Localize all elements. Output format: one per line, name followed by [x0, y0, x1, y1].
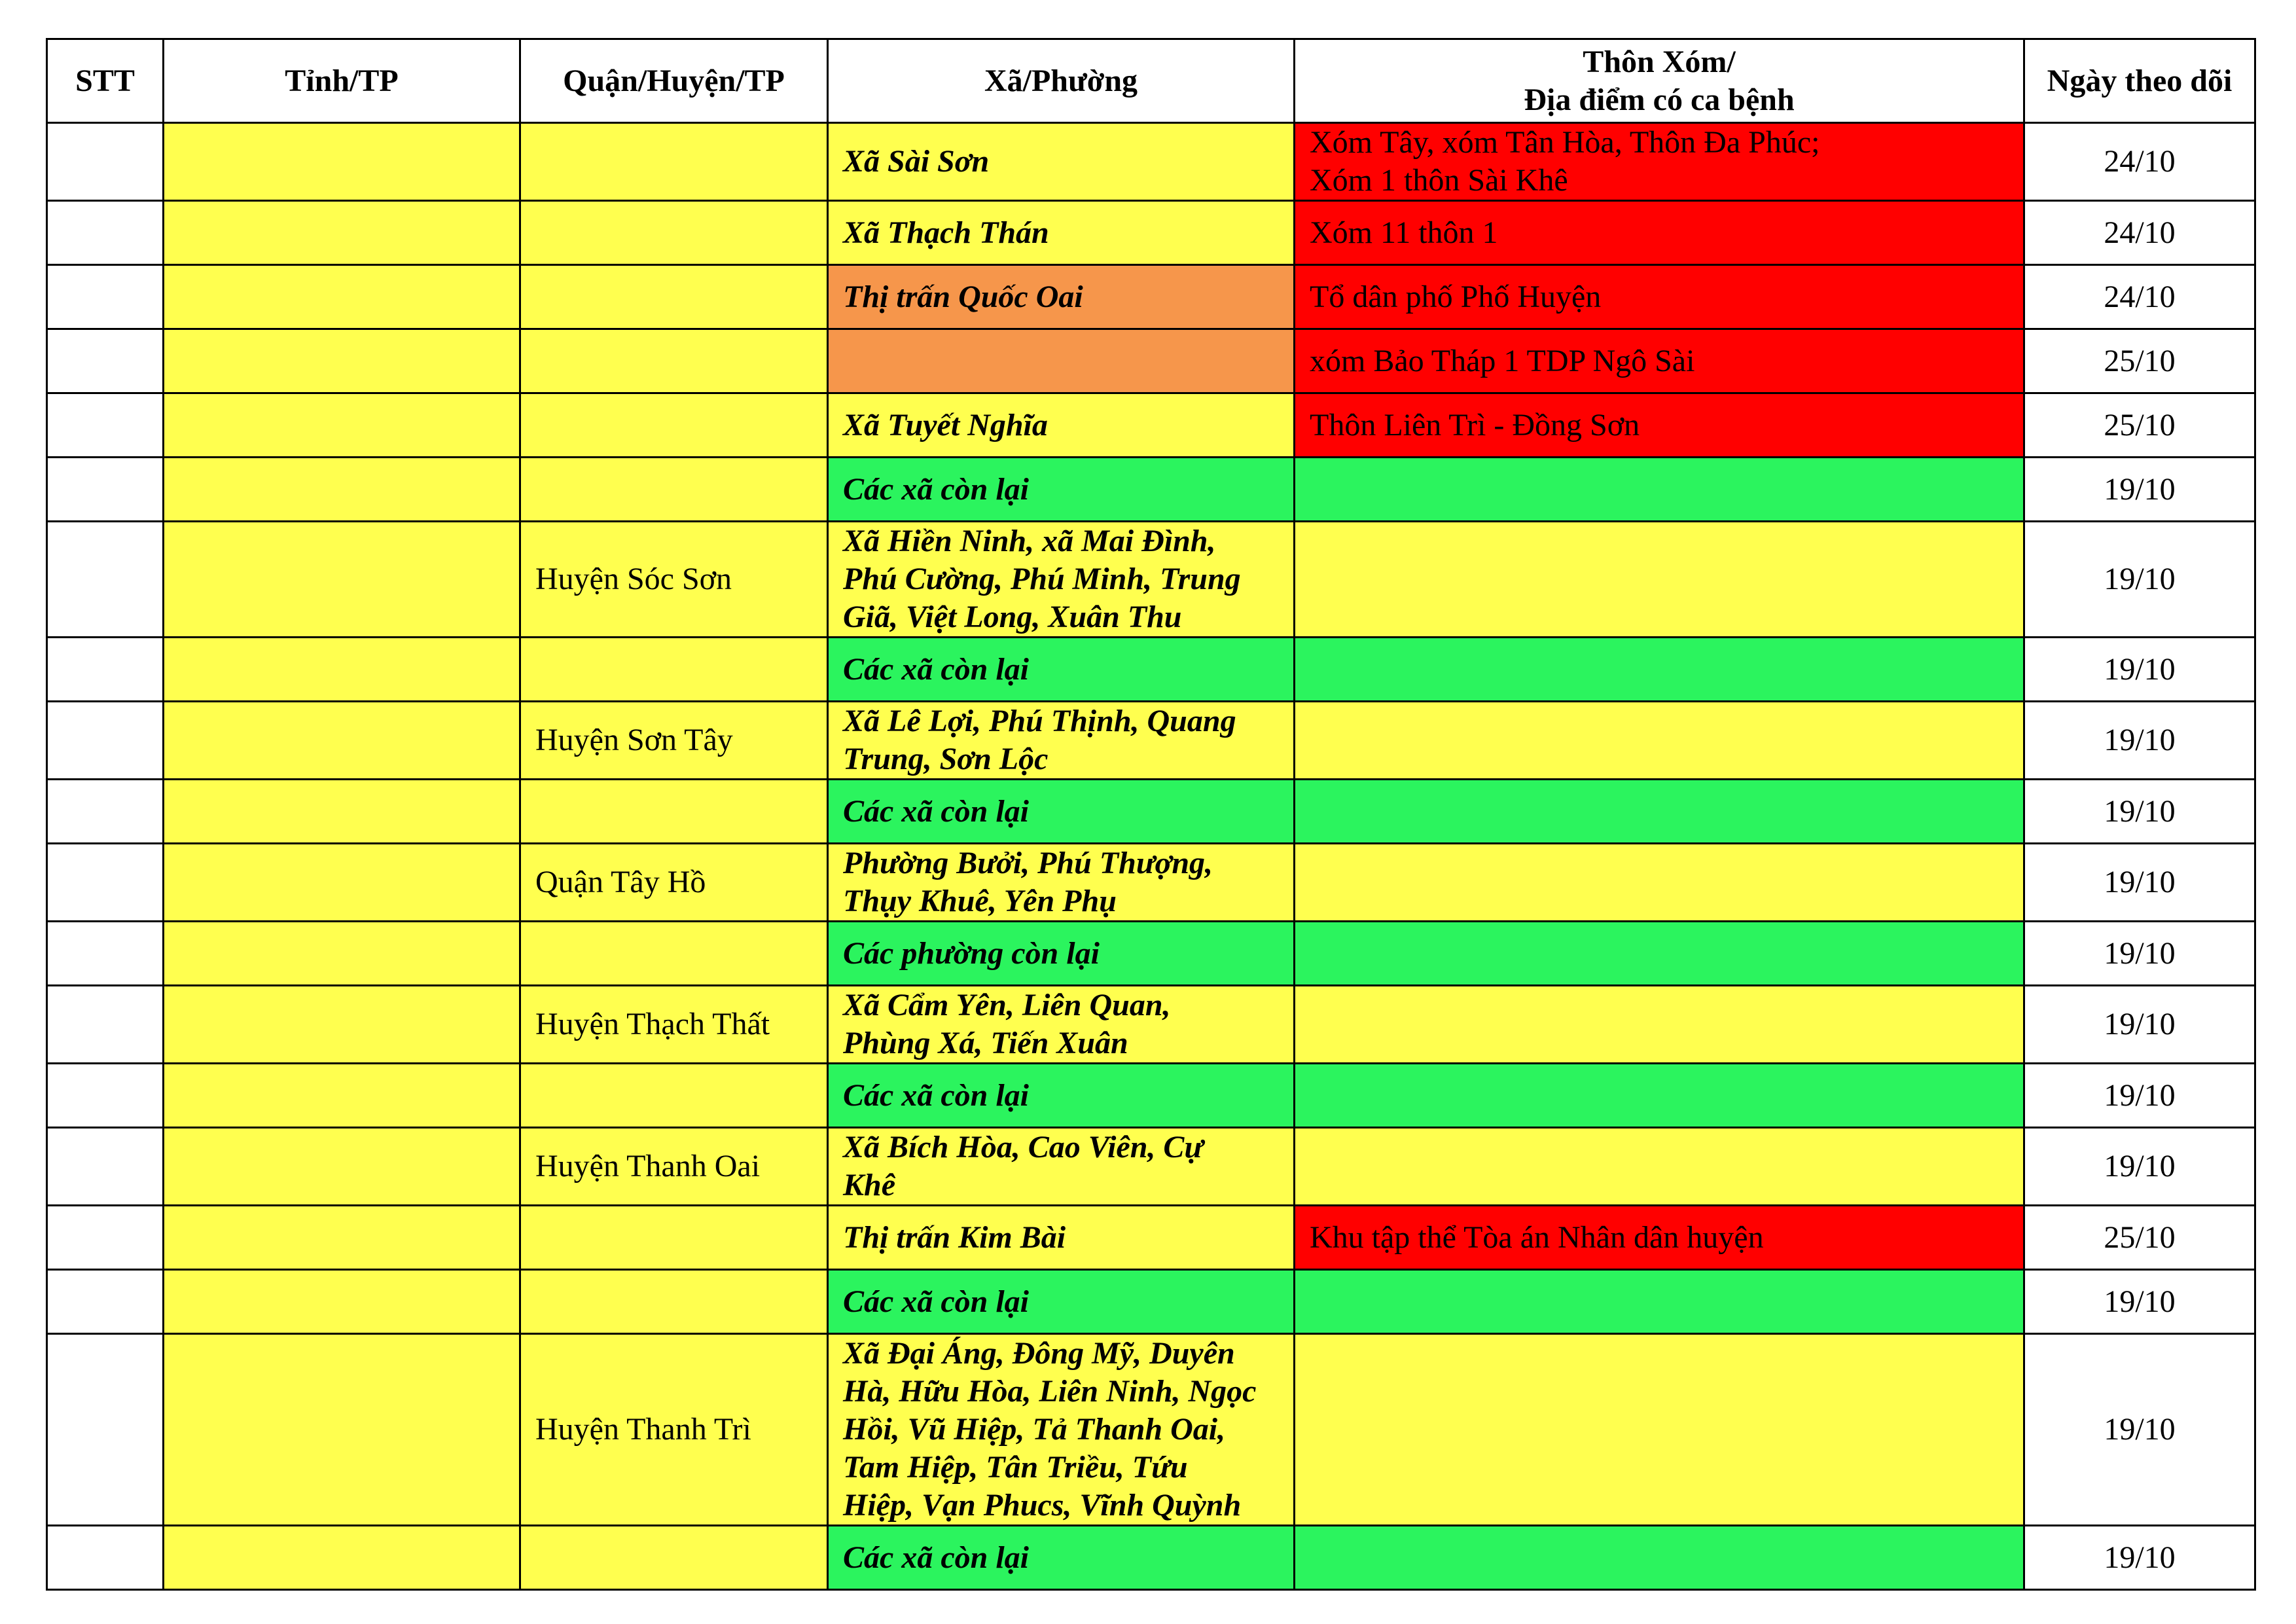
cell-location: [1295, 1334, 2024, 1526]
cell-date: 24/10: [2024, 265, 2255, 329]
cell-district: [520, 393, 828, 458]
cell-district: [520, 329, 828, 393]
cell-stt: [47, 329, 164, 393]
cell-stt: [47, 1270, 164, 1334]
cell-district: [520, 780, 828, 844]
cell-province: [164, 638, 520, 702]
cell-district: [520, 1526, 828, 1590]
cell-province: [164, 1526, 520, 1590]
cell-province: [164, 844, 520, 922]
cell-commune: Các xã còn lại: [828, 1270, 1295, 1334]
cell-province: [164, 265, 520, 329]
cell-district: Huyện Thanh Oai: [520, 1128, 828, 1206]
cell-location: [1295, 780, 2024, 844]
cell-province: [164, 123, 520, 201]
cell-district: Quận Tây Hồ: [520, 844, 828, 922]
table-row: [47, 922, 2255, 986]
cell-district: Huyện Sóc Sơn: [520, 522, 828, 638]
table-row: [47, 844, 2255, 922]
cell-stt: [47, 522, 164, 638]
cell-stt: [47, 638, 164, 702]
table-row: [47, 329, 2255, 393]
cell-district: Huyện Thanh Trì: [520, 1334, 828, 1526]
cell-location: [1295, 1128, 2024, 1206]
cell-date: 19/10: [2024, 638, 2255, 702]
table-row: [47, 458, 2255, 522]
cell-date: 19/10: [2024, 1270, 2255, 1334]
cell-location: [1295, 458, 2024, 522]
cell-stt: [47, 1064, 164, 1128]
table-row: [47, 522, 2255, 638]
cell-commune: Phường Bưởi, Phú Thượng, Thụy Khuê, Yên Phụ: [828, 844, 1295, 922]
table-row: [47, 393, 2255, 458]
cell-stt: [47, 123, 164, 201]
table-row: [47, 201, 2255, 265]
cell-location: Tổ dân phố Phố Huyện: [1295, 265, 2024, 329]
table-row: [47, 265, 2255, 329]
cell-location: Xóm 11 thôn 1: [1295, 201, 2024, 265]
cell-date: 19/10: [2024, 986, 2255, 1064]
header-district: Quận/Huyện/TP: [520, 39, 828, 123]
outbreak-table: [46, 38, 2256, 1591]
cell-district: Huyện Sơn Tây: [520, 702, 828, 780]
cell-commune: Xã Sài Sơn: [828, 123, 1295, 201]
cell-province: [164, 986, 520, 1064]
cell-location: [1295, 922, 2024, 986]
cell-district: [520, 265, 828, 329]
cell-date: 19/10: [2024, 458, 2255, 522]
cell-location: [1295, 1526, 2024, 1590]
cell-stt: [47, 458, 164, 522]
cell-commune: Xã Thạch Thán: [828, 201, 1295, 265]
cell-commune: Các xã còn lại: [828, 638, 1295, 702]
cell-commune: Thị trấn Quốc Oai: [828, 265, 1295, 329]
cell-province: [164, 702, 520, 780]
cell-province: [164, 329, 520, 393]
cell-commune: Các phường còn lại: [828, 922, 1295, 986]
cell-stt: [47, 1206, 164, 1270]
header-stt: STT: [47, 39, 164, 123]
cell-stt: [47, 844, 164, 922]
cell-location: [1295, 986, 2024, 1064]
cell-district: [520, 123, 828, 201]
cell-district: [520, 1206, 828, 1270]
cell-stt: [47, 393, 164, 458]
cell-district: [520, 458, 828, 522]
cell-date: 19/10: [2024, 780, 2255, 844]
cell-province: [164, 780, 520, 844]
cell-location: [1295, 1270, 2024, 1334]
cell-date: 19/10: [2024, 522, 2255, 638]
cell-province: [164, 201, 520, 265]
cell-date: 24/10: [2024, 201, 2255, 265]
cell-stt: [47, 1128, 164, 1206]
cell-district: [520, 201, 828, 265]
cell-stt: [47, 986, 164, 1064]
cell-date: 25/10: [2024, 329, 2255, 393]
header-location-line1: Thôn Xóm/: [1583, 44, 1736, 79]
cell-district: [520, 1270, 828, 1334]
cell-date: 19/10: [2024, 1128, 2255, 1206]
cell-province: [164, 1334, 520, 1526]
cell-date: 25/10: [2024, 393, 2255, 458]
table-row: [47, 702, 2255, 780]
table-row: [47, 1064, 2255, 1128]
header-date: Ngày theo dõi: [2024, 39, 2255, 123]
table-row: [47, 986, 2255, 1064]
cell-location: Khu tập thể Tòa án Nhân dân huyện: [1295, 1206, 2024, 1270]
header-row: [47, 39, 2255, 123]
cell-date: 25/10: [2024, 1206, 2255, 1270]
table-row: [47, 638, 2255, 702]
cell-stt: [47, 1526, 164, 1590]
cell-province: [164, 1206, 520, 1270]
cell-location: [1295, 522, 2024, 638]
cell-commune: [828, 329, 1295, 393]
table-row: [47, 1526, 2255, 1590]
cell-district: [520, 922, 828, 986]
table-body: [47, 123, 2255, 1590]
header-location-line2: Địa điểm có ca bệnh: [1524, 82, 1795, 117]
cell-date: 19/10: [2024, 844, 2255, 922]
cell-location: Thôn Liên Trì - Đồng Sơn: [1295, 393, 2024, 458]
cell-commune: Các xã còn lại: [828, 780, 1295, 844]
header-commune: Xã/Phường: [828, 39, 1295, 123]
header-location: [1295, 39, 2024, 123]
cell-province: [164, 922, 520, 986]
cell-stt: [47, 265, 164, 329]
table-row: [47, 1334, 2255, 1526]
cell-district: [520, 1064, 828, 1128]
cell-stt: [47, 201, 164, 265]
cell-location: xóm Bảo Tháp 1 TDP Ngô Sài: [1295, 329, 2024, 393]
cell-commune: Xã Bích Hòa, Cao Viên, Cự Khê: [828, 1128, 1295, 1206]
cell-date: 24/10: [2024, 123, 2255, 201]
cell-province: [164, 1270, 520, 1334]
cell-stt: [47, 922, 164, 986]
cell-province: [164, 393, 520, 458]
cell-location: [1295, 1064, 2024, 1128]
cell-date: 19/10: [2024, 922, 2255, 986]
cell-district: [520, 638, 828, 702]
table-row: [47, 123, 2255, 201]
cell-location: [1295, 844, 2024, 922]
header-province: Tỉnh/TP: [164, 39, 520, 123]
table-row: [47, 1206, 2255, 1270]
cell-stt: [47, 1334, 164, 1526]
cell-province: [164, 1128, 520, 1206]
table-row: [47, 780, 2255, 844]
cell-commune: Xã Lê Lợi, Phú Thịnh, Quang Trung, Sơn Lộc: [828, 702, 1295, 780]
cell-location: [1295, 702, 2024, 780]
cell-location: [1295, 638, 2024, 702]
cell-commune: Xã Đại Áng, Đông Mỹ, Duyên Hà, Hữu Hòa, Liên Ninh, Ngọc Hồi, Vũ Hiệp, Tả Thanh Oai, Tam Hiệp, Tân Triều, Tứu Hiệp, Vạn Phucs, Vĩnh Quỳnh: [828, 1334, 1295, 1526]
cell-commune: Các xã còn lại: [828, 458, 1295, 522]
cell-province: [164, 522, 520, 638]
cell-date: 19/10: [2024, 1334, 2255, 1526]
cell-commune: Xã Cẩm Yên, Liên Quan, Phùng Xá, Tiến Xuân: [828, 986, 1295, 1064]
cell-stt: [47, 702, 164, 780]
cell-province: [164, 1064, 520, 1128]
table-row: [47, 1128, 2255, 1206]
cell-date: 19/10: [2024, 702, 2255, 780]
cell-commune: Thị trấn Kim Bài: [828, 1206, 1295, 1270]
cell-location: Xóm Tây, xóm Tân Hòa, Thôn Đa Phúc; Xóm 1 thôn Sài Khê: [1295, 123, 2024, 201]
cell-stt: [47, 780, 164, 844]
cell-commune: Các xã còn lại: [828, 1064, 1295, 1128]
cell-province: [164, 458, 520, 522]
cell-commune: Các xã còn lại: [828, 1526, 1295, 1590]
cell-date: 19/10: [2024, 1064, 2255, 1128]
cell-district: Huyện Thạch Thất: [520, 986, 828, 1064]
cell-commune: Xã Hiền Ninh, xã Mai Đình, Phú Cường, Phú Minh, Trung Giã, Việt Long, Xuân Thu: [828, 522, 1295, 638]
table-row: [47, 1270, 2255, 1334]
cell-date: 19/10: [2024, 1526, 2255, 1590]
cell-commune: Xã Tuyết Nghĩa: [828, 393, 1295, 458]
